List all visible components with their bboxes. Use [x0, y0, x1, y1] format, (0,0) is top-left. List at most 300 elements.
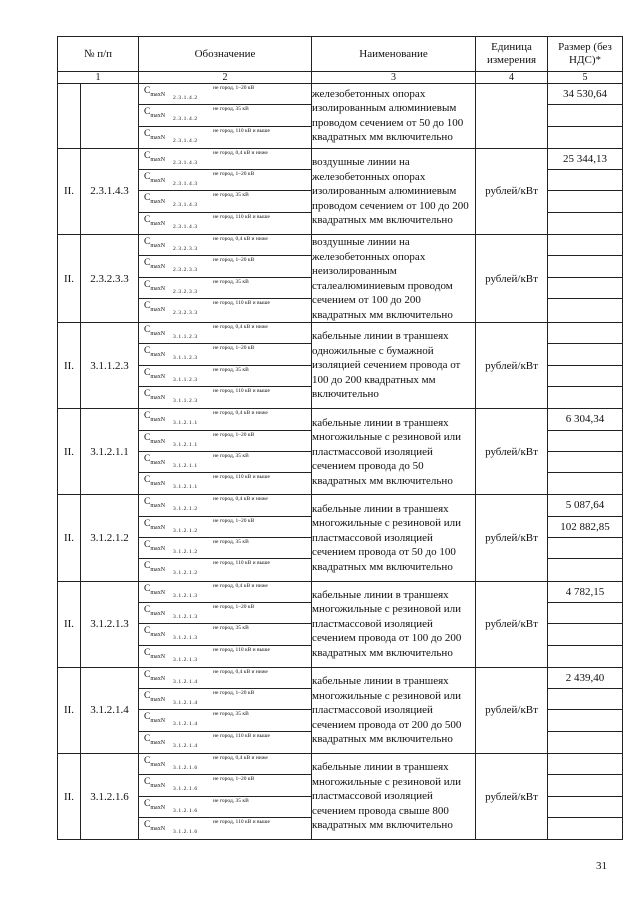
cmax-symbol [139, 517, 311, 538]
voltage-label: не город, 35 кВ [213, 711, 249, 718]
cmax-subscript: maxN [150, 739, 166, 746]
symbol-code: 3.1.2.1.1 [173, 462, 198, 469]
table-row [58, 754, 623, 840]
row-section: II. [58, 581, 81, 667]
unit-cell: рублей/кВт [476, 754, 548, 840]
cmax-label [144, 584, 165, 596]
cmax-label [144, 389, 165, 401]
symbol-code: 3.1.2.1.2 [173, 506, 198, 513]
cmax-symbol [139, 105, 311, 126]
value-cell [548, 409, 623, 495]
cmax-main: C [144, 411, 151, 422]
value-subcell [548, 710, 622, 731]
cmax-subscript: maxN [150, 804, 166, 811]
cmax-subscript: maxN [150, 134, 166, 141]
voltage-label: не город, 35 кВ [213, 625, 249, 632]
table-row [58, 84, 623, 149]
cmax-subscript: maxN [150, 178, 166, 185]
cmax-main: C [144, 107, 151, 118]
row-code: 3.1.2.1.3 [81, 581, 139, 667]
unit-cell: рублей/кВт [476, 495, 548, 581]
voltage-label: не город, 110 кВ и выше [213, 127, 270, 134]
voltage-label: не город, 0,4 кВ и ниже [213, 324, 268, 331]
voltage-label: не город, 0,4 кВ и ниже [213, 582, 268, 589]
cmax-symbol [139, 646, 311, 667]
name-cell: кабельные линии в траншеях многожильные с резиновой или пластмассовой изоляцией сечением провода от 100 до 200 квадратных мм включительно [312, 581, 476, 667]
cmax-main: C [144, 691, 151, 702]
symbol-code: 2.3.1.4.2 [173, 116, 198, 123]
cmax-symbol [139, 213, 311, 234]
cmax-label [144, 670, 165, 682]
voltage-label: не город, 1–20 кВ [213, 431, 255, 438]
cmax-label [144, 172, 165, 184]
cmax-symbol [139, 603, 311, 624]
symbol-code: 3.1.2.1.6 [173, 786, 198, 793]
value-cell [548, 581, 623, 667]
symbol-code: 3.1.2.1.3 [173, 613, 198, 620]
cmax-symbol [139, 582, 311, 603]
cmax-subscript: maxN [150, 330, 166, 337]
cmax-subscript: maxN [150, 156, 166, 163]
row-section: II. [58, 148, 81, 234]
value-subcell [548, 127, 622, 148]
cmax-label [144, 454, 165, 466]
cmax-main: C [144, 647, 151, 658]
cmax-label [144, 475, 165, 487]
row-code: 3.1.2.1.1 [81, 409, 139, 495]
cmax-subscript: maxN [150, 306, 166, 313]
cmax-subscript: maxN [150, 675, 166, 682]
column-number: 2 [139, 72, 312, 84]
cmax-symbol [139, 344, 311, 365]
cmax-label [144, 561, 165, 573]
value-cell [548, 235, 623, 323]
designation-cell [139, 667, 312, 753]
value-subcell: 102 882,85 [548, 517, 622, 538]
symbol-code: 2.3.1.4.3 [173, 223, 198, 230]
cmax-label [144, 258, 165, 270]
cmax-subscript: maxN [150, 220, 166, 227]
unit-cell: рублей/кВт [476, 148, 548, 234]
cmax-main: C [144, 388, 151, 399]
cmax-subscript: maxN [150, 589, 166, 596]
cmax-symbol [139, 127, 311, 148]
symbol-code: 2.3.1.4.3 [173, 159, 198, 166]
cmax-label [144, 411, 165, 423]
symbol-code: 3.1.1.2.3 [173, 376, 198, 383]
column-number: 4 [476, 72, 548, 84]
cmax-label [144, 325, 165, 337]
voltage-label: не город, 35 кВ [213, 452, 249, 459]
value-subcell [548, 323, 622, 344]
column-number: 3 [312, 72, 476, 84]
symbol-code: 3.1.2.1.2 [173, 549, 198, 556]
value-subcell [548, 473, 622, 494]
value-subcell [548, 170, 622, 191]
value-subcell [548, 754, 622, 775]
voltage-label: не город, 1–20 кВ [213, 517, 255, 524]
voltage-label: не город, 35 кВ [213, 366, 249, 373]
voltage-label: не город, 110 кВ и выше [213, 299, 270, 306]
value-subcell [548, 431, 622, 452]
voltage-label: не город, 0,4 кВ и ниже [213, 149, 268, 156]
voltage-label: не город, 110 кВ и выше [213, 387, 270, 394]
page-number: 31 [596, 860, 607, 872]
symbol-code: 3.1.2.1.3 [173, 635, 198, 642]
cmax-main: C [144, 733, 151, 744]
cmax-label [144, 107, 165, 119]
cmax-symbol [139, 624, 311, 645]
header-row [58, 37, 623, 72]
cmax-label [144, 756, 165, 768]
column-number-row [58, 72, 623, 84]
cmax-label [144, 86, 165, 98]
cmax-main: C [144, 777, 151, 788]
designation-cell [139, 148, 312, 234]
designation-cell [139, 323, 312, 409]
unit-cell [476, 84, 548, 149]
value-subcell [548, 775, 622, 796]
voltage-label: не город, 1–20 кВ [213, 171, 255, 178]
symbol-code: 2.3.1.4.2 [173, 95, 198, 101]
cmax-subscript: maxN [150, 199, 166, 206]
row-section: II. [58, 323, 81, 409]
cmax-subscript: maxN [150, 373, 166, 380]
cmax-symbol [139, 797, 311, 818]
symbol-code: 3.1.2.1.2 [173, 570, 198, 577]
cmax-main: C [144, 712, 151, 723]
value-subcell [548, 818, 622, 839]
table-row [58, 409, 623, 495]
cmax-subscript: maxN [150, 524, 166, 531]
row-section: II. [58, 754, 81, 840]
unit-cell: рублей/кВт [476, 667, 548, 753]
table-row [58, 495, 623, 581]
voltage-label: не город, 110 кВ и выше [213, 732, 270, 739]
cmax-symbol [139, 409, 311, 430]
value-subcell [548, 559, 622, 580]
table-row [58, 667, 623, 753]
unit-cell: рублей/кВт [476, 409, 548, 495]
value-subcell [548, 191, 622, 212]
cmax-main: C [144, 540, 151, 551]
tariff-table [57, 36, 623, 840]
voltage-label: не город, 110 кВ и выше [213, 646, 270, 653]
value-subcell [548, 213, 622, 234]
voltage-label: не город, 110 кВ и выше [213, 213, 270, 220]
symbol-code: 2.3.1.4.3 [173, 181, 198, 188]
symbol-code: 2.3.1.4.2 [173, 137, 198, 144]
value-subcell [548, 387, 622, 408]
cmax-main: C [144, 300, 151, 311]
cmax-symbol [139, 387, 311, 408]
voltage-label: не город, 1–20 кВ [213, 603, 255, 610]
value-subcell: 4 782,15 [548, 582, 622, 603]
value-subcell [548, 603, 622, 624]
cmax-subscript: maxN [150, 610, 166, 617]
row-code: 2.3.2.3.3 [81, 235, 139, 323]
cmax-main: C [144, 497, 151, 508]
cmax-symbol [139, 235, 311, 256]
cmax-symbol [139, 668, 311, 689]
cmax-subscript: maxN [150, 567, 166, 574]
voltage-label: не город, 35 кВ [213, 278, 249, 285]
voltage-label: не город, 35 кВ [213, 797, 249, 804]
cmax-main: C [144, 150, 151, 161]
symbol-code: 2.3.1.4.3 [173, 202, 198, 209]
cmax-main: C [144, 279, 151, 290]
symbol-code: 3.1.2.1.4 [173, 721, 198, 728]
cmax-main: C [144, 475, 151, 486]
cmax-symbol [139, 191, 311, 212]
cmax-symbol [139, 732, 311, 753]
cmax-label [144, 540, 165, 552]
row-code [81, 84, 139, 149]
value-cell [548, 754, 623, 840]
cmax-main: C [144, 128, 151, 139]
value-subcell [548, 299, 622, 320]
cmax-subscript: maxN [150, 264, 166, 271]
cmax-subscript: maxN [150, 394, 166, 401]
cmax-label [144, 712, 165, 724]
name-cell: кабельные линии в траншеях многожильные с резиновой или пластмассовой изоляцией сечением провода от 50 до 100 квадратных мм включительно [312, 495, 476, 581]
value-subcell [548, 624, 622, 645]
symbol-code: 3.1.2.1.6 [173, 828, 198, 835]
row-section [58, 84, 81, 149]
designation-cell [139, 754, 312, 840]
table-row [58, 581, 623, 667]
cmax-subscript: maxN [150, 438, 166, 445]
header-size: Размер (без НДС)* [548, 37, 623, 72]
cmax-main: C [144, 86, 151, 96]
cmax-label [144, 734, 165, 746]
voltage-label: не город, 0,4 кВ и ниже [213, 668, 268, 675]
symbol-code: 3.1.2.1.4 [173, 678, 198, 685]
cmax-label [144, 605, 165, 617]
cmax-subscript: maxN [150, 481, 166, 488]
cmax-symbol [139, 452, 311, 473]
row-code: 2.3.1.4.3 [81, 148, 139, 234]
cmax-main: C [144, 193, 151, 204]
value-cell [548, 148, 623, 234]
cmax-subscript: maxN [150, 653, 166, 660]
table-row [58, 323, 623, 409]
header-name: Наименование [312, 37, 476, 72]
cmax-symbol [139, 299, 311, 320]
cmax-subscript: maxN [150, 285, 166, 292]
cmax-symbol [139, 366, 311, 387]
cmax-label [144, 519, 165, 531]
cmax-subscript: maxN [150, 113, 166, 120]
name-cell: кабельные линии в траншеях многожильные с резиновой или пластмассовой изоляцией сечением провода от 200 до 500 квадратных мм включительно [312, 667, 476, 753]
designation-cell [139, 581, 312, 667]
voltage-label: не город, 1–20 кВ [213, 776, 255, 783]
symbol-code: 2.3.2.3.3 [173, 246, 198, 253]
value-subcell: 6 304,34 [548, 409, 622, 430]
value-cell [548, 84, 623, 149]
cmax-symbol [139, 775, 311, 796]
cmax-symbol [139, 538, 311, 559]
value-subcell [548, 689, 622, 710]
voltage-label: не город, 0,4 кВ и ниже [213, 236, 268, 243]
cmax-symbol [139, 473, 311, 494]
symbol-code: 3.1.2.1.6 [173, 807, 198, 814]
cmax-subscript: maxN [150, 417, 166, 424]
cmax-main: C [144, 258, 151, 269]
value-subcell [548, 278, 622, 299]
row-section: II. [58, 495, 81, 581]
cmax-subscript: maxN [150, 503, 166, 510]
value-subcell [548, 366, 622, 387]
cmax-subscript: maxN [150, 352, 166, 359]
cmax-symbol [139, 710, 311, 731]
value-cell [548, 323, 623, 409]
cmax-main: C [144, 583, 151, 594]
symbol-code: 3.1.1.2.3 [173, 355, 198, 362]
voltage-label: не город, 0,4 кВ и ниже [213, 496, 268, 503]
symbol-code: 2.3.2.3.3 [173, 288, 198, 295]
symbol-code: 3.1.2.1.6 [173, 765, 198, 772]
symbol-code: 3.1.2.1.4 [173, 742, 198, 749]
table-row [58, 235, 623, 323]
value-cell [548, 667, 623, 753]
cmax-symbol [139, 149, 311, 170]
column-number: 1 [58, 72, 139, 84]
cmax-main: C [144, 518, 151, 529]
row-code: 3.1.2.1.2 [81, 495, 139, 581]
voltage-label: не город, 1–20 кВ [213, 257, 255, 264]
cmax-label [144, 777, 165, 789]
voltage-label: не город, 0,4 кВ и ниже [213, 410, 268, 417]
designation-cell [139, 495, 312, 581]
value-subcell [548, 452, 622, 473]
cmax-main: C [144, 819, 151, 830]
value-subcell: 34 530,64 [548, 84, 622, 105]
cmax-label [144, 433, 165, 445]
cmax-main: C [144, 453, 151, 464]
cmax-main: C [144, 604, 151, 615]
cmax-label [144, 820, 165, 832]
cmax-symbol [139, 256, 311, 277]
voltage-label: не город, 35 кВ [213, 192, 249, 199]
designation-cell [139, 84, 312, 149]
value-subcell [548, 344, 622, 365]
cmax-subscript: maxN [150, 91, 166, 98]
cmax-symbol [139, 559, 311, 580]
value-subcell: 5 087,64 [548, 495, 622, 516]
symbol-code: 3.1.2.1.1 [173, 441, 198, 448]
value-subcell [548, 797, 622, 818]
cmax-subscript: maxN [150, 242, 166, 249]
cmax-main: C [144, 325, 151, 336]
cmax-label [144, 193, 165, 205]
cmax-main: C [144, 346, 151, 357]
row-code: 3.1.1.2.3 [81, 323, 139, 409]
row-section: II. [58, 409, 81, 495]
header-num: № п/п [58, 37, 139, 72]
value-subcell [548, 646, 622, 667]
cmax-symbol [139, 170, 311, 191]
cmax-symbol [139, 754, 311, 775]
symbol-code: 3.1.1.2.3 [173, 334, 198, 341]
name-cell: воздушные линии на железобетонных опорах неизолированным сталеалюминиевым проводом сечением от 100 до 200 квадратных мм включительно [312, 235, 476, 323]
voltage-label: не город, 1–20 кВ [213, 690, 255, 697]
voltage-label: не город, 35 кВ [213, 539, 249, 546]
designation-cell [139, 409, 312, 495]
column-number: 5 [548, 72, 623, 84]
name-cell: воздушные линии на железобетонных опорах изолированным алюминиевым проводом сечением от 100 до 200 квадратных мм включительно [312, 148, 476, 234]
row-section: II. [58, 235, 81, 323]
unit-cell: рублей/кВт [476, 581, 548, 667]
row-code: 3.1.2.1.4 [81, 667, 139, 753]
cmax-symbol [139, 323, 311, 344]
cmax-main: C [144, 172, 151, 183]
voltage-label: не город, 0,4 кВ и ниже [213, 755, 268, 762]
symbol-code: 3.1.2.1.1 [173, 484, 198, 491]
symbol-code: 3.1.2.1.2 [173, 527, 198, 534]
cmax-symbol [139, 431, 311, 452]
cmax-label [144, 648, 165, 660]
name-cell: кабельные линии в траншеях многожильные с резиновой или пластмассовой изоляцией сечением провода до 50 квадратных мм включительно [312, 409, 476, 495]
cmax-label [144, 497, 165, 509]
header-unit: Единица измерения [476, 37, 548, 72]
symbol-code: 2.3.2.3.3 [173, 309, 198, 316]
voltage-label: не город, 110 кВ и выше [213, 818, 270, 825]
designation-cell [139, 235, 312, 323]
cmax-label [144, 346, 165, 358]
name-cell: железобетонных опорах изолированным алюминиевым проводом сечением от 50 до 100 квадратных мм включительно [312, 84, 476, 149]
cmax-subscript: maxN [150, 825, 166, 832]
voltage-label: не город, 1–20 кВ [213, 345, 255, 352]
unit-cell: рублей/кВт [476, 323, 548, 409]
cmax-subscript: maxN [150, 632, 166, 639]
table-row [58, 148, 623, 234]
name-cell: кабельные линии в траншеях одножильные с бумажной изоляцией сечением провода от 100 до 200 квадратных мм включительно [312, 323, 476, 409]
cmax-label [144, 215, 165, 227]
header-designation: Обозначение [139, 37, 312, 72]
value-subcell [548, 538, 622, 559]
cmax-main: C [144, 756, 151, 767]
cmax-main: C [144, 432, 151, 443]
value-subcell [548, 235, 622, 256]
cmax-main: C [144, 669, 151, 680]
cmax-subscript: maxN [150, 545, 166, 552]
voltage-label: не город, 110 кВ и выше [213, 474, 270, 481]
symbol-code: 3.1.2.1.1 [173, 420, 198, 427]
cmax-main: C [144, 237, 151, 248]
value-cell [548, 495, 623, 581]
value-subcell: 2 439,40 [548, 668, 622, 689]
cmax-symbol [139, 689, 311, 710]
symbol-code: 2.3.2.3.3 [173, 267, 198, 274]
row-code: 3.1.2.1.6 [81, 754, 139, 840]
cmax-label [144, 129, 165, 141]
value-subcell [548, 732, 622, 753]
cmax-main: C [144, 626, 151, 637]
cmax-subscript: maxN [150, 697, 166, 704]
cmax-symbol [139, 84, 311, 105]
cmax-subscript: maxN [150, 718, 166, 725]
unit-cell: рублей/кВт [476, 235, 548, 323]
cmax-label [144, 151, 165, 163]
cmax-label [144, 626, 165, 638]
cmax-label [144, 301, 165, 313]
row-section: II. [58, 667, 81, 753]
voltage-label: не город, 35 кВ [213, 106, 249, 113]
name-cell: кабельные линии в траншеях многожильные с резиновой или пластмассовой изоляцией сечением провода свыше 800 квадратных мм включительно [312, 754, 476, 840]
symbol-code: 3.1.2.1.3 [173, 592, 198, 599]
cmax-main: C [144, 798, 151, 809]
